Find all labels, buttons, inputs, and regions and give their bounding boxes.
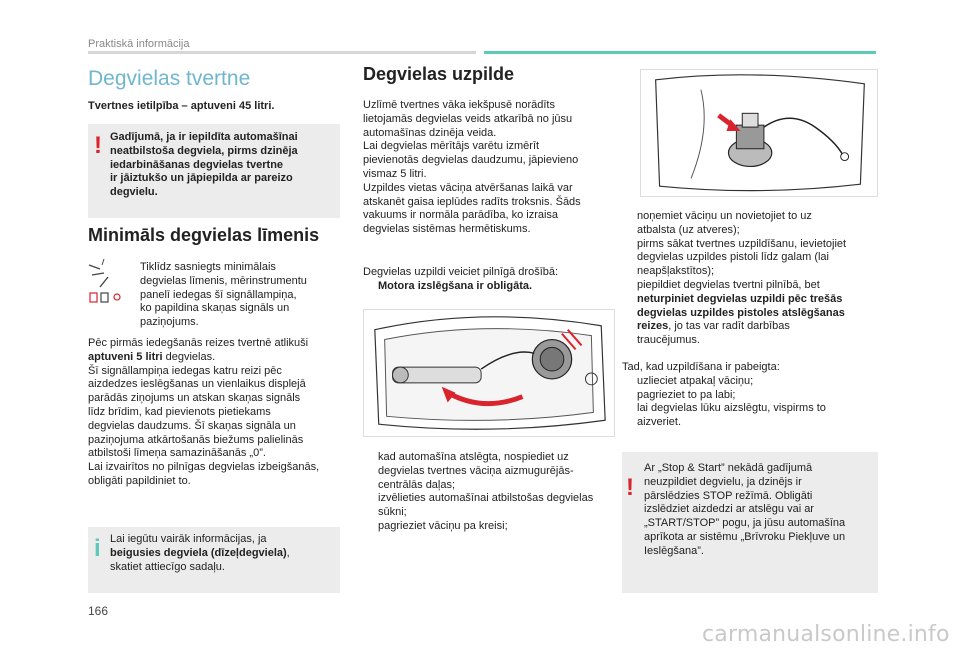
warning-line: degvielu. xyxy=(110,186,158,199)
step-line: traucējumus. xyxy=(637,334,700,347)
para-line: aizdedzes ieslēgšanas un vienlaikus displejā xyxy=(88,378,306,391)
warning-line: iedarbināšanas degvielas tvertne xyxy=(110,158,284,171)
engine-off-text: Motora izslēgšana ir obligāta. xyxy=(378,279,533,292)
bullet-icon xyxy=(363,492,378,520)
step-line: atbalsta (uz atveres); xyxy=(637,223,740,236)
para-line: Pēc pirmās iedegšanās reizes tvertnē atlikuši xyxy=(88,337,309,349)
para-line xyxy=(88,351,348,365)
info-icon: i xyxy=(94,535,101,562)
bullet-icon xyxy=(363,520,378,534)
bullet-icon xyxy=(622,375,637,389)
step-line: piepildiet degvielas tvertni pilnībā, bet xyxy=(637,278,820,291)
tank-capacity: Tvertnes ietilpība – aptuveni 45 litri. xyxy=(88,100,275,112)
warning-line: Gadījumā, ja ir iepildīta automašīnai xyxy=(110,131,298,143)
stop-start-warning-box xyxy=(622,452,878,593)
intro-line: automašīnas dzinēja veida. xyxy=(363,126,497,139)
step-line: centrālās daļas; xyxy=(378,478,456,491)
lamp-line: Tiklīdz sasniegts minimālais xyxy=(140,261,276,273)
open-cap-steps xyxy=(363,451,618,534)
cap-on-support-illustration xyxy=(640,69,878,197)
wrong-fuel-warning-text xyxy=(110,131,336,200)
info-text xyxy=(110,533,336,574)
para-line: atbilstoši līmeņa samazināšanās „0”. xyxy=(88,447,266,460)
fuel-lamp-icon xyxy=(86,257,130,305)
warning-icon: ! xyxy=(626,474,634,501)
stop-start-warning-text xyxy=(644,462,876,559)
fuel-cap-illustration xyxy=(363,309,615,437)
step-text-bold: reizes xyxy=(637,320,669,333)
lamp-line: paziņojums. xyxy=(140,316,199,329)
after-refuel-steps xyxy=(622,361,882,430)
intro-line: Uzpildes vietas vāciņa atvēršanas laikā var xyxy=(363,181,573,194)
para-text: degvielas. xyxy=(162,350,216,363)
warning-line: pārslēdzies STOP režīmā. Obligāti xyxy=(644,489,813,502)
step-line: sūkni; xyxy=(378,506,407,519)
warning-line: ir jāiztukšo un jāpiepilda ar pareizo xyxy=(110,172,293,185)
para-line: degvielas daudzums. Šī skaņas signāla un xyxy=(88,419,296,432)
step-line: kad automašīna atslēgta, nospiediet uz xyxy=(378,451,569,463)
safety-instruction xyxy=(363,266,613,294)
info-line: skatiet attiecīgo sadaļu. xyxy=(110,560,225,573)
warning-line: Ieslēgšana”. xyxy=(644,544,704,557)
safety-line: Degvielas uzpildi veiciet pilnīgā drošībā: xyxy=(363,266,559,278)
info-line xyxy=(110,547,336,561)
para-line: līdz brīdim, kad pievienots pietiekams xyxy=(88,405,271,418)
list-item xyxy=(622,375,882,389)
info-line: Lai iegūtu vairāk informācijas, ja xyxy=(110,533,267,545)
bullet-icon xyxy=(363,280,378,294)
info-text-part: , xyxy=(286,546,290,559)
para-line: obligāti papildiniet to. xyxy=(88,474,191,487)
min-level-title: Minimāls degvielas līmenis xyxy=(88,225,320,245)
warning-line: neuzpildiet degvielu, ja dzinējs ir xyxy=(644,475,802,488)
step-line: lai degvielas lūku aizslēgtu, vispirms to xyxy=(637,402,826,415)
refuel-intro xyxy=(363,99,613,237)
bullet-icon xyxy=(622,238,637,279)
bullet-icon xyxy=(622,402,637,430)
bullet-icon xyxy=(622,210,637,238)
list-item xyxy=(363,451,618,492)
low-fuel-paragraph xyxy=(88,337,348,489)
bullet-icon xyxy=(622,279,637,348)
info-link-text: beigusies degviela (dīzeļdegviela) xyxy=(110,546,287,559)
step-text: , jo tas var radīt darbības xyxy=(668,320,790,333)
refuel-steps xyxy=(622,210,882,348)
list-item xyxy=(622,279,882,348)
step-line: degvielas uzpildes pistoli līdz galam (lai xyxy=(637,251,829,264)
after-title: Tad, kad uzpildīšana ir pabeigta: xyxy=(622,361,780,373)
section-header: Praktiskā informācija xyxy=(88,38,190,50)
intro-line: pievienotās degvielas daudzumu, jāpievieno xyxy=(363,154,579,167)
step-line: izvēlieties automašīnai atbilstošas degvielas xyxy=(378,492,594,505)
step-line: aizveriet. xyxy=(637,416,682,429)
lamp-line: degvielas līmenis, mērinstrumentu xyxy=(140,274,307,287)
step-line: pagrieziet to pa labi; xyxy=(637,388,736,401)
info-box xyxy=(88,527,340,593)
fuel-lamp-description xyxy=(140,261,340,330)
lamp-line: ko papildina skaņas signāls un xyxy=(140,302,290,315)
list-item xyxy=(622,402,882,430)
intro-line: vakuums ir normāla parādība, ko izraisa xyxy=(363,209,559,222)
para-line: paziņojuma atkārtošanās biežums palielinās xyxy=(88,433,304,446)
wrong-fuel-warning-box xyxy=(88,124,340,218)
page-number: 166 xyxy=(88,604,109,618)
warning-line: Ar „Stop & Start” nekādā gadījumā xyxy=(644,462,813,474)
warning-line: aprīkota ar sistēmu „Brīvroku Piekļuve un xyxy=(644,530,846,543)
lamp-line: panelī iedegas šī signāllampiņa, xyxy=(140,288,297,301)
bullet-icon xyxy=(622,389,637,403)
bullet-icon xyxy=(363,451,378,492)
intro-line: Lai degvielas mērītājs varētu izmērīt xyxy=(363,140,540,153)
step-line-bold: degvielas uzpildes pistoles atslēgšanas xyxy=(637,306,845,319)
header-divider-right xyxy=(484,51,876,54)
warning-icon: ! xyxy=(94,132,102,159)
list-item xyxy=(622,389,882,403)
step-line: neapšļakstītos); xyxy=(637,265,715,278)
intro-line: vismaz 5 litri. xyxy=(363,167,427,180)
warning-line: „START/STOP” pogu, ja jūsu automašīna xyxy=(644,517,846,530)
intro-line: lietojamās degvielas veids atkarībā no jūsu xyxy=(363,112,573,125)
step-line-bold: neturpiniet degvielas uzpildi pēc trešās xyxy=(637,292,843,305)
step-line: pirms sākat tvertnes uzpildīšanu, ievietojiet xyxy=(637,237,847,250)
para-line: Lai izvairītos no pilnīgas degvielas izbeigšanās, xyxy=(88,461,320,474)
intro-line: Uzlīmē tvertnes vāka iekšpusē norādīts xyxy=(363,99,555,111)
step-line: noņemiet vāciņu un novietojiet to uz xyxy=(637,210,812,222)
list-item xyxy=(622,210,882,238)
watermark: carmanualsonline.info xyxy=(702,622,950,647)
para-line: Šī signāllampiņa iedegas katru reizi pēc xyxy=(88,364,282,377)
intro-line: atskanēt gaisa ieplūdes radīts troksnis. Šāds xyxy=(363,195,581,208)
step-line: pagrieziet vāciņu pa kreisi; xyxy=(378,519,508,532)
header-divider-left xyxy=(88,51,476,54)
warning-line: neatbilstoša degviela, pirms dzinēja xyxy=(110,144,298,157)
list-item xyxy=(363,280,613,294)
page-title: Degvielas tvertne xyxy=(88,67,251,90)
para-line: parādās ziņojums un atskan skaņas signāls xyxy=(88,392,301,405)
step-line: uzlieciet atpakaļ vāciņu; xyxy=(637,374,754,387)
step-line xyxy=(637,320,845,334)
list-item xyxy=(363,492,618,520)
list-item xyxy=(363,520,618,534)
step-line: degvielas tvertnes vāciņa aizmugurējās- xyxy=(378,464,574,477)
list-item xyxy=(622,238,882,279)
warning-line: izslēdziet aizdedzi ar atslēgu vai ar xyxy=(644,503,814,516)
reserve-amount: aptuveni 5 litri xyxy=(88,350,163,363)
refuel-title: Degvielas uzpilde xyxy=(363,64,515,84)
intro-line: degvielas sistēmas hermētiskums. xyxy=(363,223,531,236)
